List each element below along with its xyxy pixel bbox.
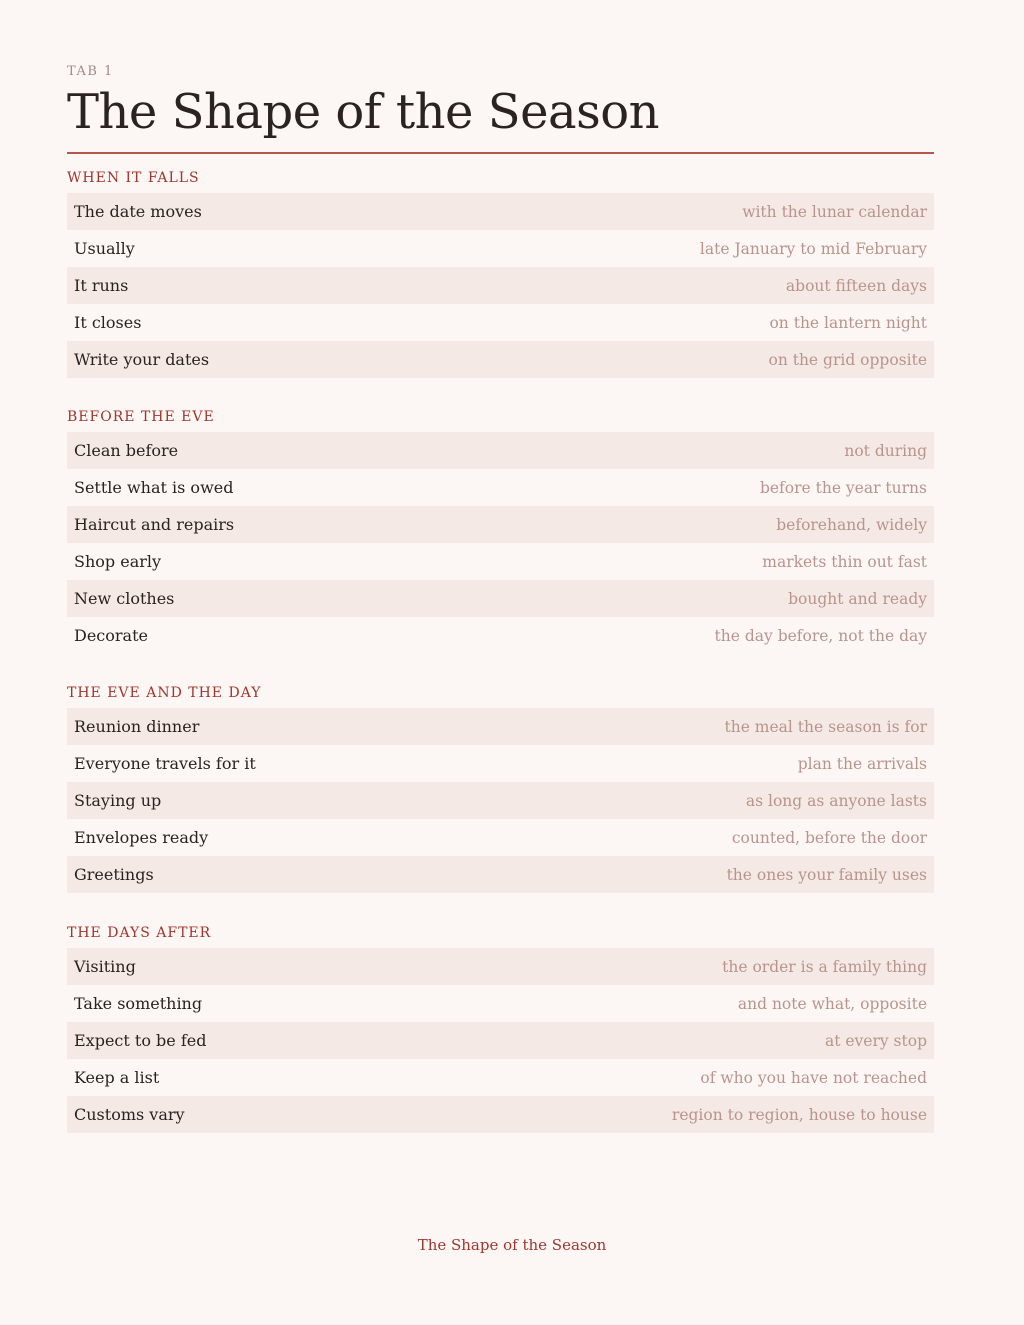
section-heading: WHEN IT FALLS	[67, 170, 200, 186]
list-row	[67, 193, 934, 230]
list-row	[67, 856, 934, 893]
row-label: Take something	[74, 994, 203, 1013]
section-rows	[67, 708, 934, 893]
section-heading: BEFORE THE EVE	[67, 409, 215, 425]
list-row	[67, 341, 934, 378]
section-rows	[67, 432, 934, 654]
section-before-the-eve	[67, 409, 934, 654]
list-row	[67, 230, 934, 267]
row-label: Expect to be fed	[74, 1031, 207, 1050]
row-note: bought and ready	[788, 589, 927, 608]
row-note: before the year turns	[759, 478, 927, 497]
list-row	[67, 469, 934, 506]
row-note: as long as anyone lasts	[745, 791, 927, 810]
list-row	[67, 506, 934, 543]
section-the-eve-and-the-day	[67, 685, 934, 893]
section-heading: THE DAYS AFTER	[67, 925, 212, 941]
row-label: Envelopes ready	[74, 828, 209, 847]
row-label: Write your dates	[74, 350, 210, 369]
page-title: The Shape of the Season	[67, 84, 660, 140]
row-label: Everyone travels for it	[74, 754, 256, 773]
row-note: counted, before the door	[731, 828, 927, 847]
row-note: of who you have not reached	[700, 1068, 927, 1087]
row-label: Settle what is owed	[74, 478, 234, 497]
list-row	[67, 985, 934, 1022]
row-label: Usually	[74, 239, 135, 258]
row-note: not during	[844, 441, 927, 460]
row-label: It closes	[74, 313, 142, 332]
page-footer: The Shape of the Season	[417, 1236, 607, 1254]
section-the-days-after	[67, 925, 934, 1133]
row-note: with the lunar calendar	[742, 202, 927, 221]
list-row	[67, 819, 934, 856]
row-label: Shop early	[74, 552, 162, 571]
row-note: beforehand, widely	[776, 515, 927, 534]
list-row	[67, 432, 934, 469]
row-label: Reunion dinner	[74, 717, 200, 736]
title-divider	[67, 152, 934, 154]
section-heading: THE EVE AND THE DAY	[67, 685, 262, 701]
list-row	[67, 543, 934, 580]
row-note: the order is a family thing	[722, 957, 927, 976]
list-row	[67, 1022, 934, 1059]
row-label: Staying up	[74, 791, 162, 810]
row-note: late January to mid February	[699, 239, 927, 258]
row-note: at every stop	[824, 1031, 927, 1050]
list-row	[67, 617, 934, 654]
row-note: on the lantern night	[769, 313, 927, 332]
list-row	[67, 708, 934, 745]
row-note: markets thin out fast	[762, 552, 927, 571]
section-when-it-falls	[67, 170, 934, 378]
list-row	[67, 304, 934, 341]
row-label: Keep a list	[74, 1068, 160, 1087]
row-label: New clothes	[74, 589, 175, 608]
tab-label: TAB 1	[67, 64, 114, 79]
list-row	[67, 267, 934, 304]
row-label: Visiting	[74, 957, 136, 976]
row-label: Haircut and repairs	[74, 515, 235, 534]
row-label: Decorate	[74, 626, 148, 645]
list-row	[67, 1096, 934, 1133]
list-row	[67, 580, 934, 617]
row-note: the ones your family uses	[726, 865, 927, 884]
row-note: plan the arrivals	[797, 754, 927, 773]
list-row	[67, 1059, 934, 1096]
row-label: The date moves	[74, 202, 202, 221]
row-note: and note what, opposite	[737, 994, 927, 1013]
row-note: on the grid opposite	[768, 350, 927, 369]
row-note: region to region, house to house	[671, 1105, 927, 1124]
row-note: the day before, not the day	[714, 626, 927, 645]
section-rows	[67, 193, 934, 378]
row-label: Clean before	[74, 441, 179, 460]
row-note: about fifteen days	[785, 276, 927, 295]
list-row	[67, 782, 934, 819]
list-row	[67, 745, 934, 782]
section-rows	[67, 948, 934, 1133]
row-note: the meal the season is for	[724, 717, 927, 736]
list-row	[67, 948, 934, 985]
row-label: Greetings	[74, 865, 154, 884]
row-label: Customs vary	[74, 1105, 185, 1124]
row-label: It runs	[74, 276, 129, 295]
